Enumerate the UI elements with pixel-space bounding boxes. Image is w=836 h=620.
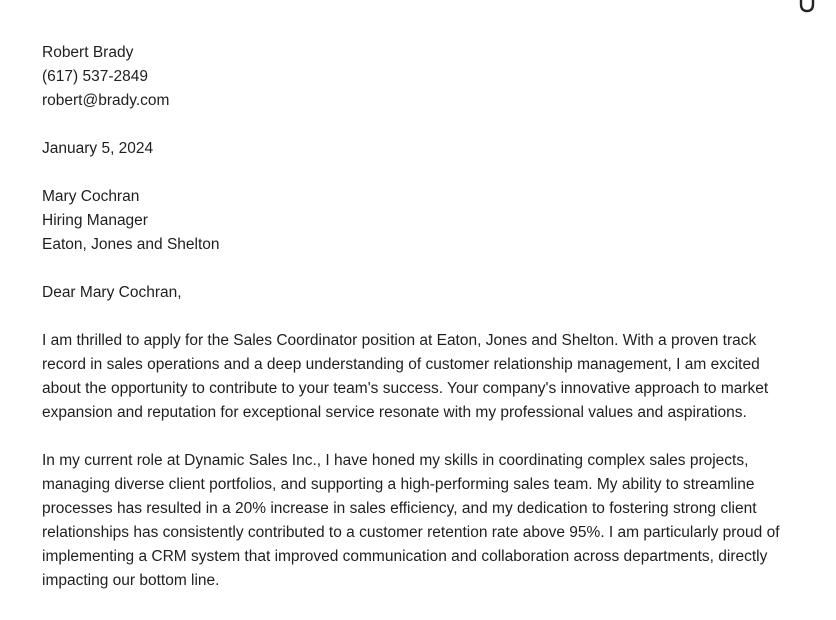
recipient-block bbox=[42, 185, 802, 257]
date-block bbox=[42, 137, 802, 161]
body-paragraph-1: I am thrilled to apply for the Sales Coordinator position at Eaton, Jones and Shelton. With a proven track record in sales operations and a deep understanding of customer relationship management, I am excited about the opportunity to contribute to your team's success. Your company's innovative approach to market expansion and reputation for exceptional service resonate with my professional values and aspirations. bbox=[42, 332, 769, 421]
sender-email: robert@brady.com bbox=[42, 92, 170, 109]
attachment-icon[interactable] bbox=[798, 0, 816, 14]
sender-block bbox=[42, 41, 802, 113]
body-paragraph-2: In my current role at Dynamic Sales Inc., I have honed my skills in coordinating complex sales projects, managing diverse client portfolios, and supporting a high-performing sales team. My ability to streamline processes has resulted in a 20% increase in sales efficiency, and my dedication to fostering strong client relationships has consistently contributed to a customer retention rate above 95%. I am particularly proud of implementing a CRM system that improved communication and collaboration across departments, directly impacting our bottom line. bbox=[42, 452, 780, 589]
letter-date: January 5, 2024 bbox=[42, 140, 154, 157]
salutation-text: Dear Mary Cochran, bbox=[42, 284, 182, 301]
recipient-title: Hiring Manager bbox=[42, 212, 148, 229]
salutation bbox=[42, 281, 802, 305]
recipient-name: Mary Cochran bbox=[42, 188, 140, 205]
sender-name: Robert Brady bbox=[42, 44, 134, 61]
cover-letter bbox=[42, 41, 802, 617]
recipient-company: Eaton, Jones and Shelton bbox=[42, 236, 220, 253]
sender-phone: (617) 537-2849 bbox=[42, 68, 148, 85]
